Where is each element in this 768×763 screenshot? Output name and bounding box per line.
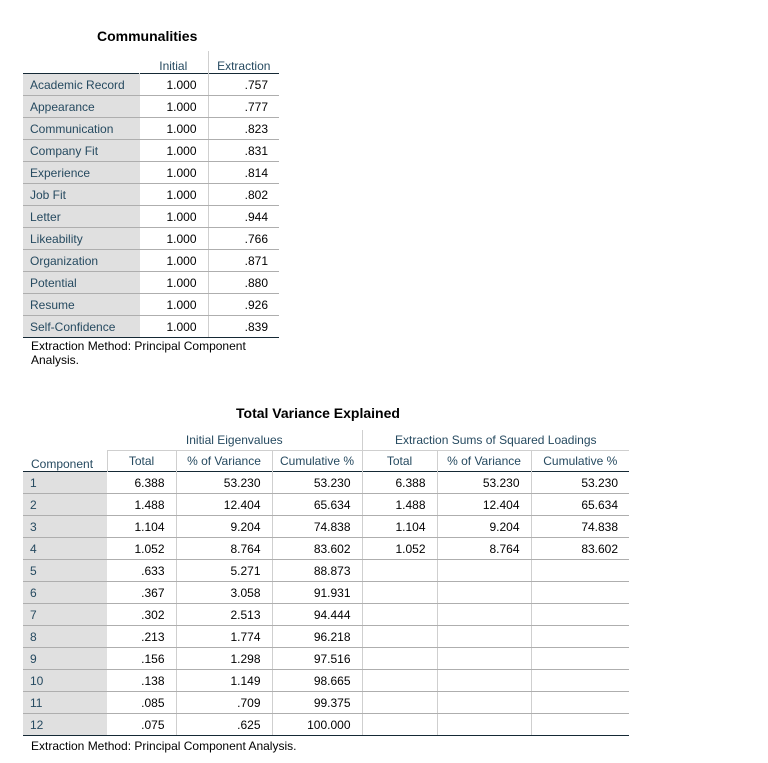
column-header-initial: Initial [139,51,208,73]
cumulative-value: 99.375 [272,692,362,714]
component-label: 12 [23,714,107,736]
table-row [23,74,279,96]
table-row [23,670,629,692]
table-row [23,316,279,338]
communalities-header [23,51,279,73]
table-row [23,472,629,494]
extraction-total-value: 1.488 [362,494,437,516]
extraction-total-value [362,648,437,670]
column-header-cumulative: Cumulative % [272,451,362,472]
extraction-value: .814 [208,162,279,184]
initial-value: 1.000 [139,74,208,96]
component-label: 4 [23,538,107,560]
column-header-component: Component [31,457,94,471]
extraction-value: .871 [208,250,279,272]
percent-variance-value: 2.513 [176,604,272,626]
extraction-cumulative-value [531,692,629,714]
extraction-percent-variance-value [437,714,531,736]
total-value: .367 [107,582,176,604]
percent-variance-value: 53.230 [176,472,272,494]
component-label: 8 [23,626,107,648]
component-label: 6 [23,582,107,604]
extraction-percent-variance-value [437,692,531,714]
table-row [23,494,629,516]
column-header-extraction: Extraction [217,59,271,73]
total-value: .633 [107,560,176,582]
variance-title: Total Variance Explained [236,405,400,421]
extraction-value: .944 [208,206,279,228]
percent-variance-value: 1.774 [176,626,272,648]
extraction-value: .831 [208,140,279,162]
group-header-extraction-sums: Extraction Sums of Squared Loadings [362,430,629,451]
component-label: 10 [23,670,107,692]
variance-table [23,430,629,736]
table-row [23,96,279,118]
component-label: 7 [23,604,107,626]
extraction-cumulative-value [531,582,629,604]
extraction-value: .777 [208,96,279,118]
extraction-cumulative-value [531,714,629,736]
total-value: .302 [107,604,176,626]
percent-variance-value: 1.149 [176,670,272,692]
extraction-total-value [362,560,437,582]
extraction-total-value [362,604,437,626]
component-label: 11 [23,692,107,714]
extraction-total-value [362,670,437,692]
cumulative-value: 94.444 [272,604,362,626]
total-value: 6.388 [107,472,176,494]
extraction-total-value [362,582,437,604]
component-label: 1 [23,472,107,494]
initial-value: 1.000 [139,272,208,294]
communalities-table [23,73,279,338]
extraction-percent-variance-value [437,604,531,626]
cumulative-value: 96.218 [272,626,362,648]
variance-footnote: Extraction Method: Principal Component Analysis. [31,739,297,753]
row-label: Experience [23,162,139,184]
initial-value: 1.000 [139,228,208,250]
extraction-value: .839 [208,316,279,338]
total-value: 1.488 [107,494,176,516]
row-label: Academic Record [23,74,139,96]
cumulative-value: 65.634 [272,494,362,516]
group-header-initial-eigenvalues: Initial Eigenvalues [107,430,362,451]
row-label: Organization [23,250,139,272]
table-row [23,272,279,294]
extraction-cumulative-value: 53.230 [531,472,629,494]
table-row [23,648,629,670]
component-label: 2 [23,494,107,516]
column-header-extraction-total: Total [362,451,437,472]
extraction-cumulative-value [531,670,629,692]
total-value: 1.104 [107,516,176,538]
extraction-total-value: 6.388 [362,472,437,494]
extraction-value: .766 [208,228,279,250]
table-row [23,516,629,538]
extraction-cumulative-value [531,560,629,582]
row-label: Letter [23,206,139,228]
initial-value: 1.000 [139,184,208,206]
extraction-percent-variance-value [437,582,531,604]
footnote-line-2: Analysis. [31,353,80,367]
initial-value: 1.000 [139,316,208,338]
cumulative-value: 98.665 [272,670,362,692]
extraction-cumulative-value: 74.838 [531,516,629,538]
row-label: Likeability [23,228,139,250]
extraction-value: .757 [208,74,279,96]
extraction-cumulative-value [531,604,629,626]
initial-value: 1.000 [139,118,208,140]
table-row [23,140,279,162]
total-value: .138 [107,670,176,692]
component-label: 3 [23,516,107,538]
extraction-cumulative-value: 83.602 [531,538,629,560]
extraction-percent-variance-value: 53.230 [437,472,531,494]
row-label: Appearance [23,96,139,118]
initial-value: 1.000 [139,162,208,184]
percent-variance-value: .709 [176,692,272,714]
table-row [23,206,279,228]
cumulative-value: 91.931 [272,582,362,604]
percent-variance-value: 9.204 [176,516,272,538]
cumulative-value: 88.873 [272,560,362,582]
initial-value: 1.000 [139,250,208,272]
extraction-percent-variance-value: 9.204 [437,516,531,538]
column-header-extraction-percent-variance: % of Variance [437,451,531,472]
percent-variance-value: .625 [176,714,272,736]
table-row [23,294,279,316]
extraction-percent-variance-value [437,626,531,648]
extraction-value: .880 [208,272,279,294]
total-value: .213 [107,626,176,648]
table-row [23,582,629,604]
percent-variance-value: 1.298 [176,648,272,670]
extraction-percent-variance-value [437,670,531,692]
extraction-cumulative-value: 65.634 [531,494,629,516]
table-row [23,228,279,250]
table-row [23,250,279,272]
initial-value: 1.000 [139,140,208,162]
row-label: Communication [23,118,139,140]
table-row [23,560,629,582]
extraction-total-value: 1.104 [362,516,437,538]
extraction-total-value: 1.052 [362,538,437,560]
table-row [23,162,279,184]
cumulative-value: 97.516 [272,648,362,670]
extraction-cumulative-value [531,626,629,648]
column-header-extraction-cumulative: Cumulative % [543,454,618,468]
column-header-total: Total [107,451,176,472]
extraction-total-value [362,714,437,736]
percent-variance-value: 8.764 [176,538,272,560]
column-header-percent-variance: % of Variance [176,451,272,472]
percent-variance-value: 12.404 [176,494,272,516]
row-label: Resume [23,294,139,316]
table-row [23,604,629,626]
communalities-title: Communalities [97,28,198,44]
table-row [23,538,629,560]
total-value: .156 [107,648,176,670]
component-label: 9 [23,648,107,670]
total-value: 1.052 [107,538,176,560]
extraction-value: .926 [208,294,279,316]
extraction-total-value [362,626,437,648]
table-row [23,626,629,648]
percent-variance-value: 5.271 [176,560,272,582]
row-label: Job Fit [23,184,139,206]
row-label: Self-Confidence [23,316,139,338]
total-value: .075 [107,714,176,736]
extraction-percent-variance-value: 12.404 [437,494,531,516]
percent-variance-value: 3.058 [176,582,272,604]
cumulative-value: 53.230 [272,472,362,494]
extraction-value: .802 [208,184,279,206]
extraction-percent-variance-value: 8.764 [437,538,531,560]
communalities-footnote [31,339,246,367]
extraction-percent-variance-value [437,648,531,670]
initial-value: 1.000 [139,294,208,316]
cumulative-value: 74.838 [272,516,362,538]
row-label: Company Fit [23,140,139,162]
initial-value: 1.000 [139,206,208,228]
extraction-value: .823 [208,118,279,140]
table-row [23,118,279,140]
cumulative-value: 83.602 [272,538,362,560]
extraction-total-value [362,692,437,714]
total-value: .085 [107,692,176,714]
footnote-line-1: Extraction Method: Principal Component [31,339,246,353]
extraction-percent-variance-value [437,560,531,582]
table-row [23,714,629,736]
row-label: Potential [23,272,139,294]
extraction-cumulative-value [531,648,629,670]
table-row [23,184,279,206]
component-label: 5 [23,560,107,582]
table-row [23,692,629,714]
cumulative-value: 100.000 [272,714,362,736]
initial-value: 1.000 [139,96,208,118]
